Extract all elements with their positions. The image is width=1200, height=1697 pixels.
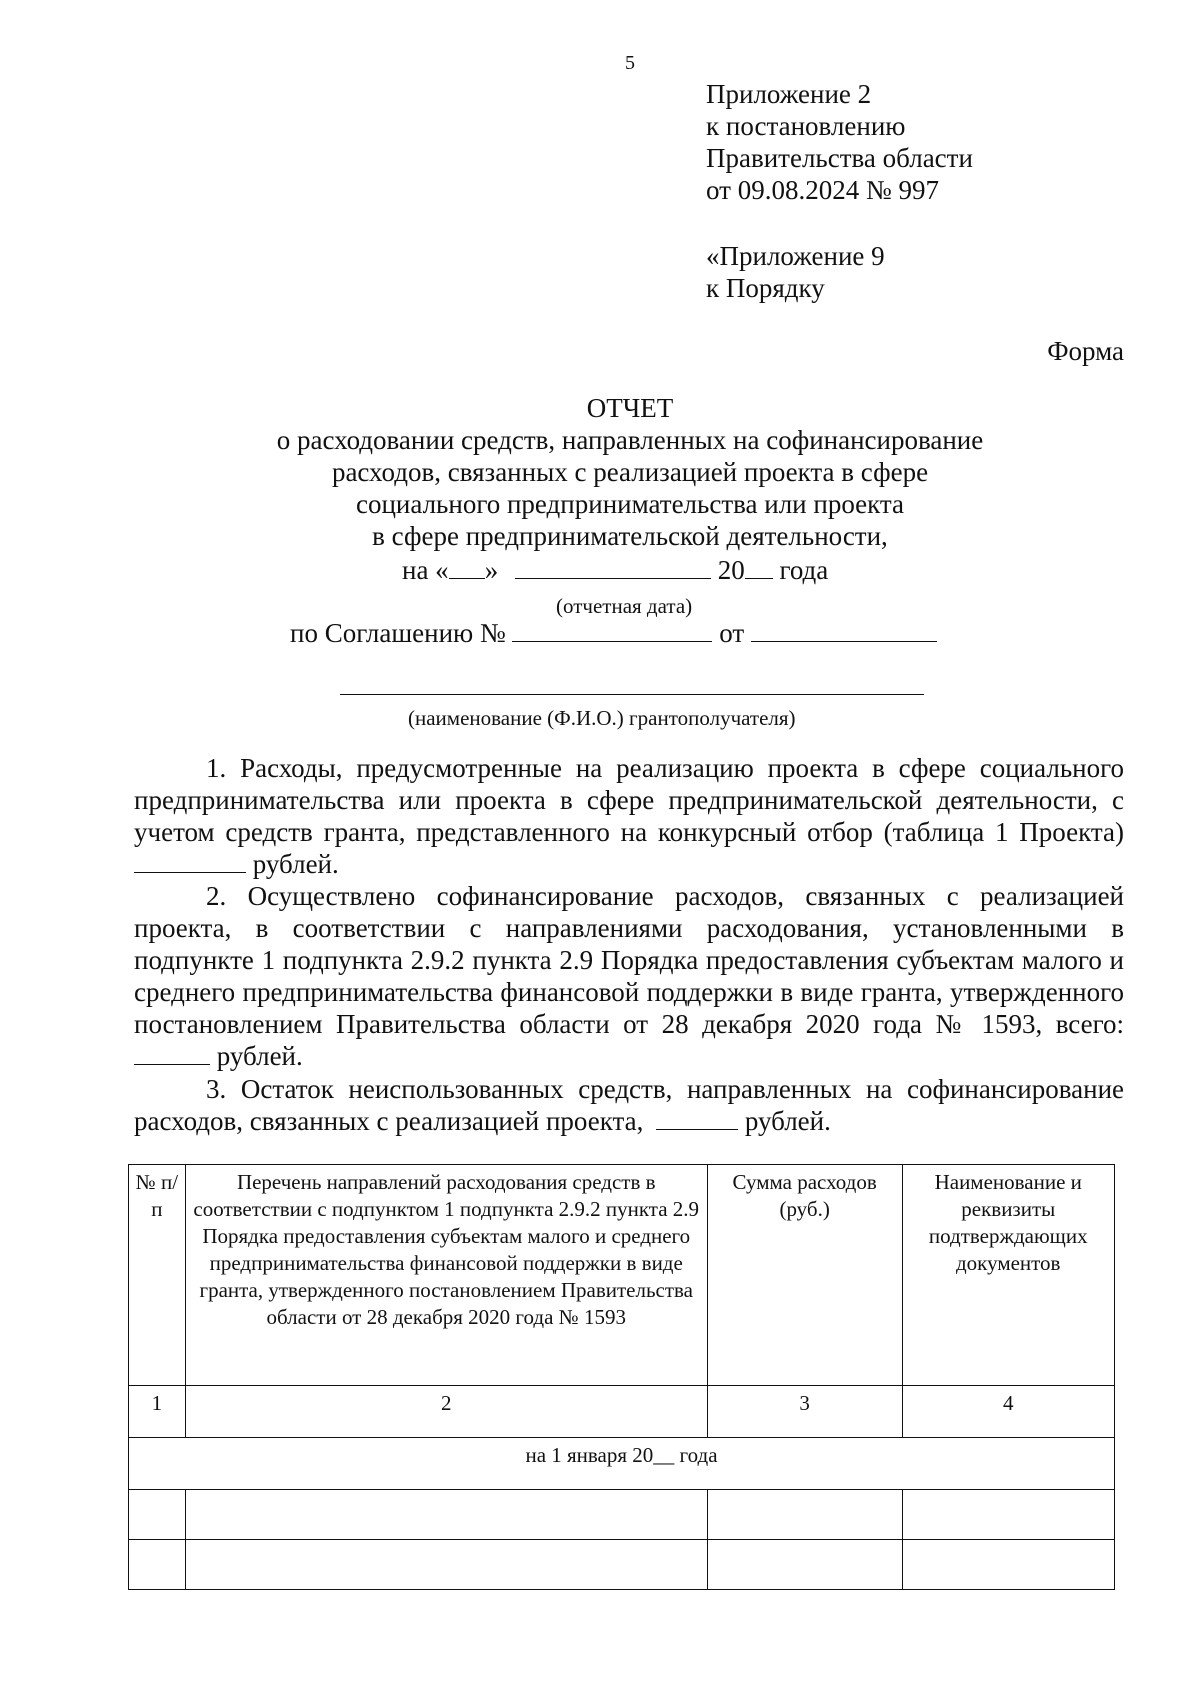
header-cell-documents: Наименование и реквизиты подтверждающих документов	[902, 1165, 1115, 1386]
form-label: Форма	[1047, 336, 1124, 366]
report-date-caption: (отчетная дата)	[556, 594, 693, 618]
paragraph-3-text: 3. Остаток неиспользованных средств, направленных на софинансирование расходов, связанных с реализацией проекта,	[134, 1074, 1124, 1136]
table-number-row	[129, 1386, 1115, 1438]
paragraph-2-unit: рублей.	[216, 1041, 303, 1071]
day-blank[interactable]	[449, 556, 485, 579]
column-number: 3	[707, 1386, 902, 1438]
header-cell-index: № п/п	[129, 1165, 186, 1386]
expense-table	[128, 1164, 1115, 1590]
table-row	[129, 1540, 1115, 1590]
appendix-inner	[706, 240, 885, 304]
column-number: 2	[185, 1386, 707, 1438]
paragraph-3-blank[interactable]	[656, 1107, 738, 1130]
paragraph-2-blank[interactable]	[134, 1042, 210, 1065]
report-title: ОТЧЕТ	[586, 393, 674, 423]
column-number: 4	[902, 1386, 1115, 1438]
table-cell[interactable]	[707, 1490, 902, 1540]
year-prefix: 20	[717, 555, 745, 585]
appendix-line: к постановлению	[706, 111, 906, 141]
paragraph-2-text: 2. Осуществлено софинансирование расходов, связанных с реализацией проекта, в соответствии с направлениями расходования, установленными в подпункте 1 подпункта 2.9.2 пункта 2.9 Порядка предоставления субъектам малого и среднего предпринимательства финансовой поддержки в виде гранта, утвержденного постановлением Правительства области от 28 декабря 2020 года № 1593, всего:	[134, 881, 1124, 1039]
table-cell[interactable]	[129, 1540, 186, 1590]
table-cell[interactable]	[707, 1540, 902, 1590]
agreement-prefix: по Соглашению №	[290, 618, 506, 648]
paragraph-2	[134, 880, 1124, 1072]
paragraph-1	[134, 752, 1124, 880]
month-blank[interactable]	[515, 556, 711, 579]
subtitle-line: в сфере предпринимательской деятельности,	[372, 521, 888, 551]
table-cell[interactable]	[902, 1490, 1115, 1540]
appendix-inner-line: «Приложение 9	[706, 241, 885, 271]
paragraph-3	[134, 1073, 1124, 1137]
appendix-line: Приложение 2	[706, 79, 872, 109]
report-subtitle	[120, 424, 1140, 552]
date-mid: »	[484, 555, 499, 585]
subtitle-line: социального предпринимательства или проекта	[355, 489, 905, 519]
table-cell[interactable]	[129, 1490, 186, 1540]
grantee-name-blank[interactable]	[340, 694, 924, 695]
column-number: 1	[129, 1386, 186, 1438]
date-suffix: года	[779, 555, 829, 585]
appendix-line: Правительства области	[706, 143, 973, 173]
paragraph-3-unit: рублей.	[744, 1106, 831, 1136]
header-cell-amount: Сумма расходов (руб.)	[707, 1165, 902, 1386]
table-header-row	[129, 1165, 1115, 1386]
grantee-caption: (наименование (Ф.И.О.) грантополучателя)	[408, 706, 796, 730]
appendix-line: от 09.08.2024 № 997	[706, 175, 939, 205]
period-cell: на 1 января 20__ года	[129, 1438, 1115, 1490]
table-row	[129, 1490, 1115, 1540]
agreement-from: от	[719, 618, 745, 648]
table-period-row	[129, 1438, 1115, 1490]
paragraph-1-blank[interactable]	[134, 850, 246, 873]
table-cell[interactable]	[185, 1540, 707, 1590]
agreement-line	[290, 618, 937, 649]
report-date-line	[402, 555, 828, 586]
year-blank[interactable]	[745, 556, 773, 579]
page-number: 5	[625, 52, 635, 74]
header-cell-directions: Перечень направлений расходования средств в соответствии с подпунктом 1 подпункта 2.9.2 пункта 2.9 Порядка предоставления субъектам малого и среднего предпринимательства финансовой поддержки в виде гранта, утвержденного постановлением Правительства области от 28 декабря 2020 года № 1593	[185, 1165, 707, 1386]
agreement-number-blank[interactable]	[512, 619, 712, 642]
appendix-inner-line: к Порядку	[706, 273, 825, 303]
agreement-date-blank[interactable]	[751, 619, 937, 642]
subtitle-line: о расходовании средств, направленных на софинансирование	[276, 425, 984, 455]
subtitle-line: расходов, связанных с реализацией проекта в сфере	[331, 457, 929, 487]
appendix-header	[706, 78, 973, 206]
paragraph-1-text: 1. Расходы, предусмотренные на реализацию проекта в сфере социального предпринимательства или проекта в сфере предпринимательской деятельности, с учетом средств гранта, представленного на конкурсный отбор (таблица 1 Проекта)	[134, 753, 1124, 847]
table-cell[interactable]	[902, 1540, 1115, 1590]
table-cell[interactable]	[185, 1490, 707, 1540]
date-prefix: на «	[402, 555, 449, 585]
paragraph-1-unit: рублей.	[252, 849, 339, 879]
